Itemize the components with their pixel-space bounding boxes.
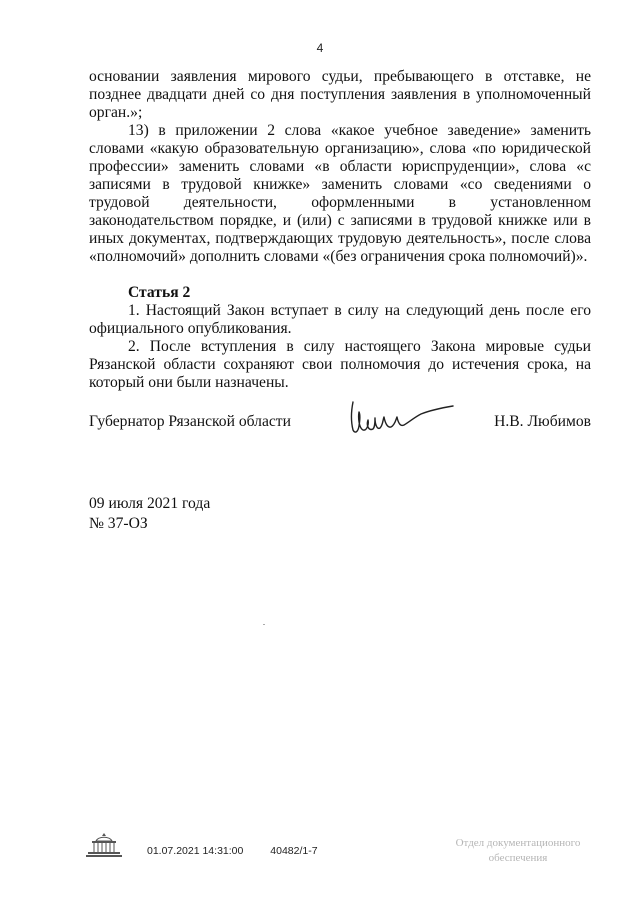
page-number: 4 — [316, 41, 324, 55]
scan-speck — [263, 624, 265, 625]
registration-stamp — [147, 845, 342, 857]
article-title: Статья 2 — [128, 284, 191, 301]
article-paragraph-1: 1. Настоящий Закон вступает в силу на следующий день после его официального опубликования. — [89, 302, 591, 337]
department-line-2: обеспечения — [488, 852, 548, 864]
date-block — [89, 494, 210, 534]
department-stamp — [438, 836, 598, 866]
stamp-code: 40482/1-7 — [270, 845, 318, 857]
law-number: № 37-ОЗ — [89, 515, 148, 532]
signatory-title: Губернатор Рязанской области — [89, 413, 291, 430]
paragraph-continuation: основании заявления мирового судьи, пребывающего в отставке, не позднее двадцати дней со дня поступления заявления в уполномоченный орган.»; — [89, 68, 591, 121]
paragraph-item-13: 13) в приложении 2 слова «какое учебное заведение» заменить словами «какую образовательную организацию», слова «по юридической профессии» заменить словами «в области юриспруденции», слова «с записями в трудовой книжке» заменить словами «со сведениями о трудовой деятельности, оформленными в установленном законодательством порядке, и (или) с записями в трудовой книжке или в иных документах, подтверждающих трудовую деятельность», после слова «полномочий» дополнить словами «(без ограничения срока полномочий)». — [89, 122, 591, 265]
law-date: 09 июля 2021 года — [89, 495, 211, 512]
article-paragraph-2: 2. После вступления в силу настоящего Закона мировые судьи Рязанской области сохраняют свои полномочия до истечения срока, на который они были назначены. — [89, 338, 591, 391]
signatory-name: Н.В. Любимов — [494, 413, 591, 430]
department-line-1: Отдел документационного — [455, 837, 581, 849]
stamp-datetime: 01.07.2021 14:31:00 — [147, 845, 244, 857]
document-body — [89, 68, 591, 392]
duma-building-icon — [84, 832, 124, 858]
handwritten-signature — [345, 398, 457, 440]
